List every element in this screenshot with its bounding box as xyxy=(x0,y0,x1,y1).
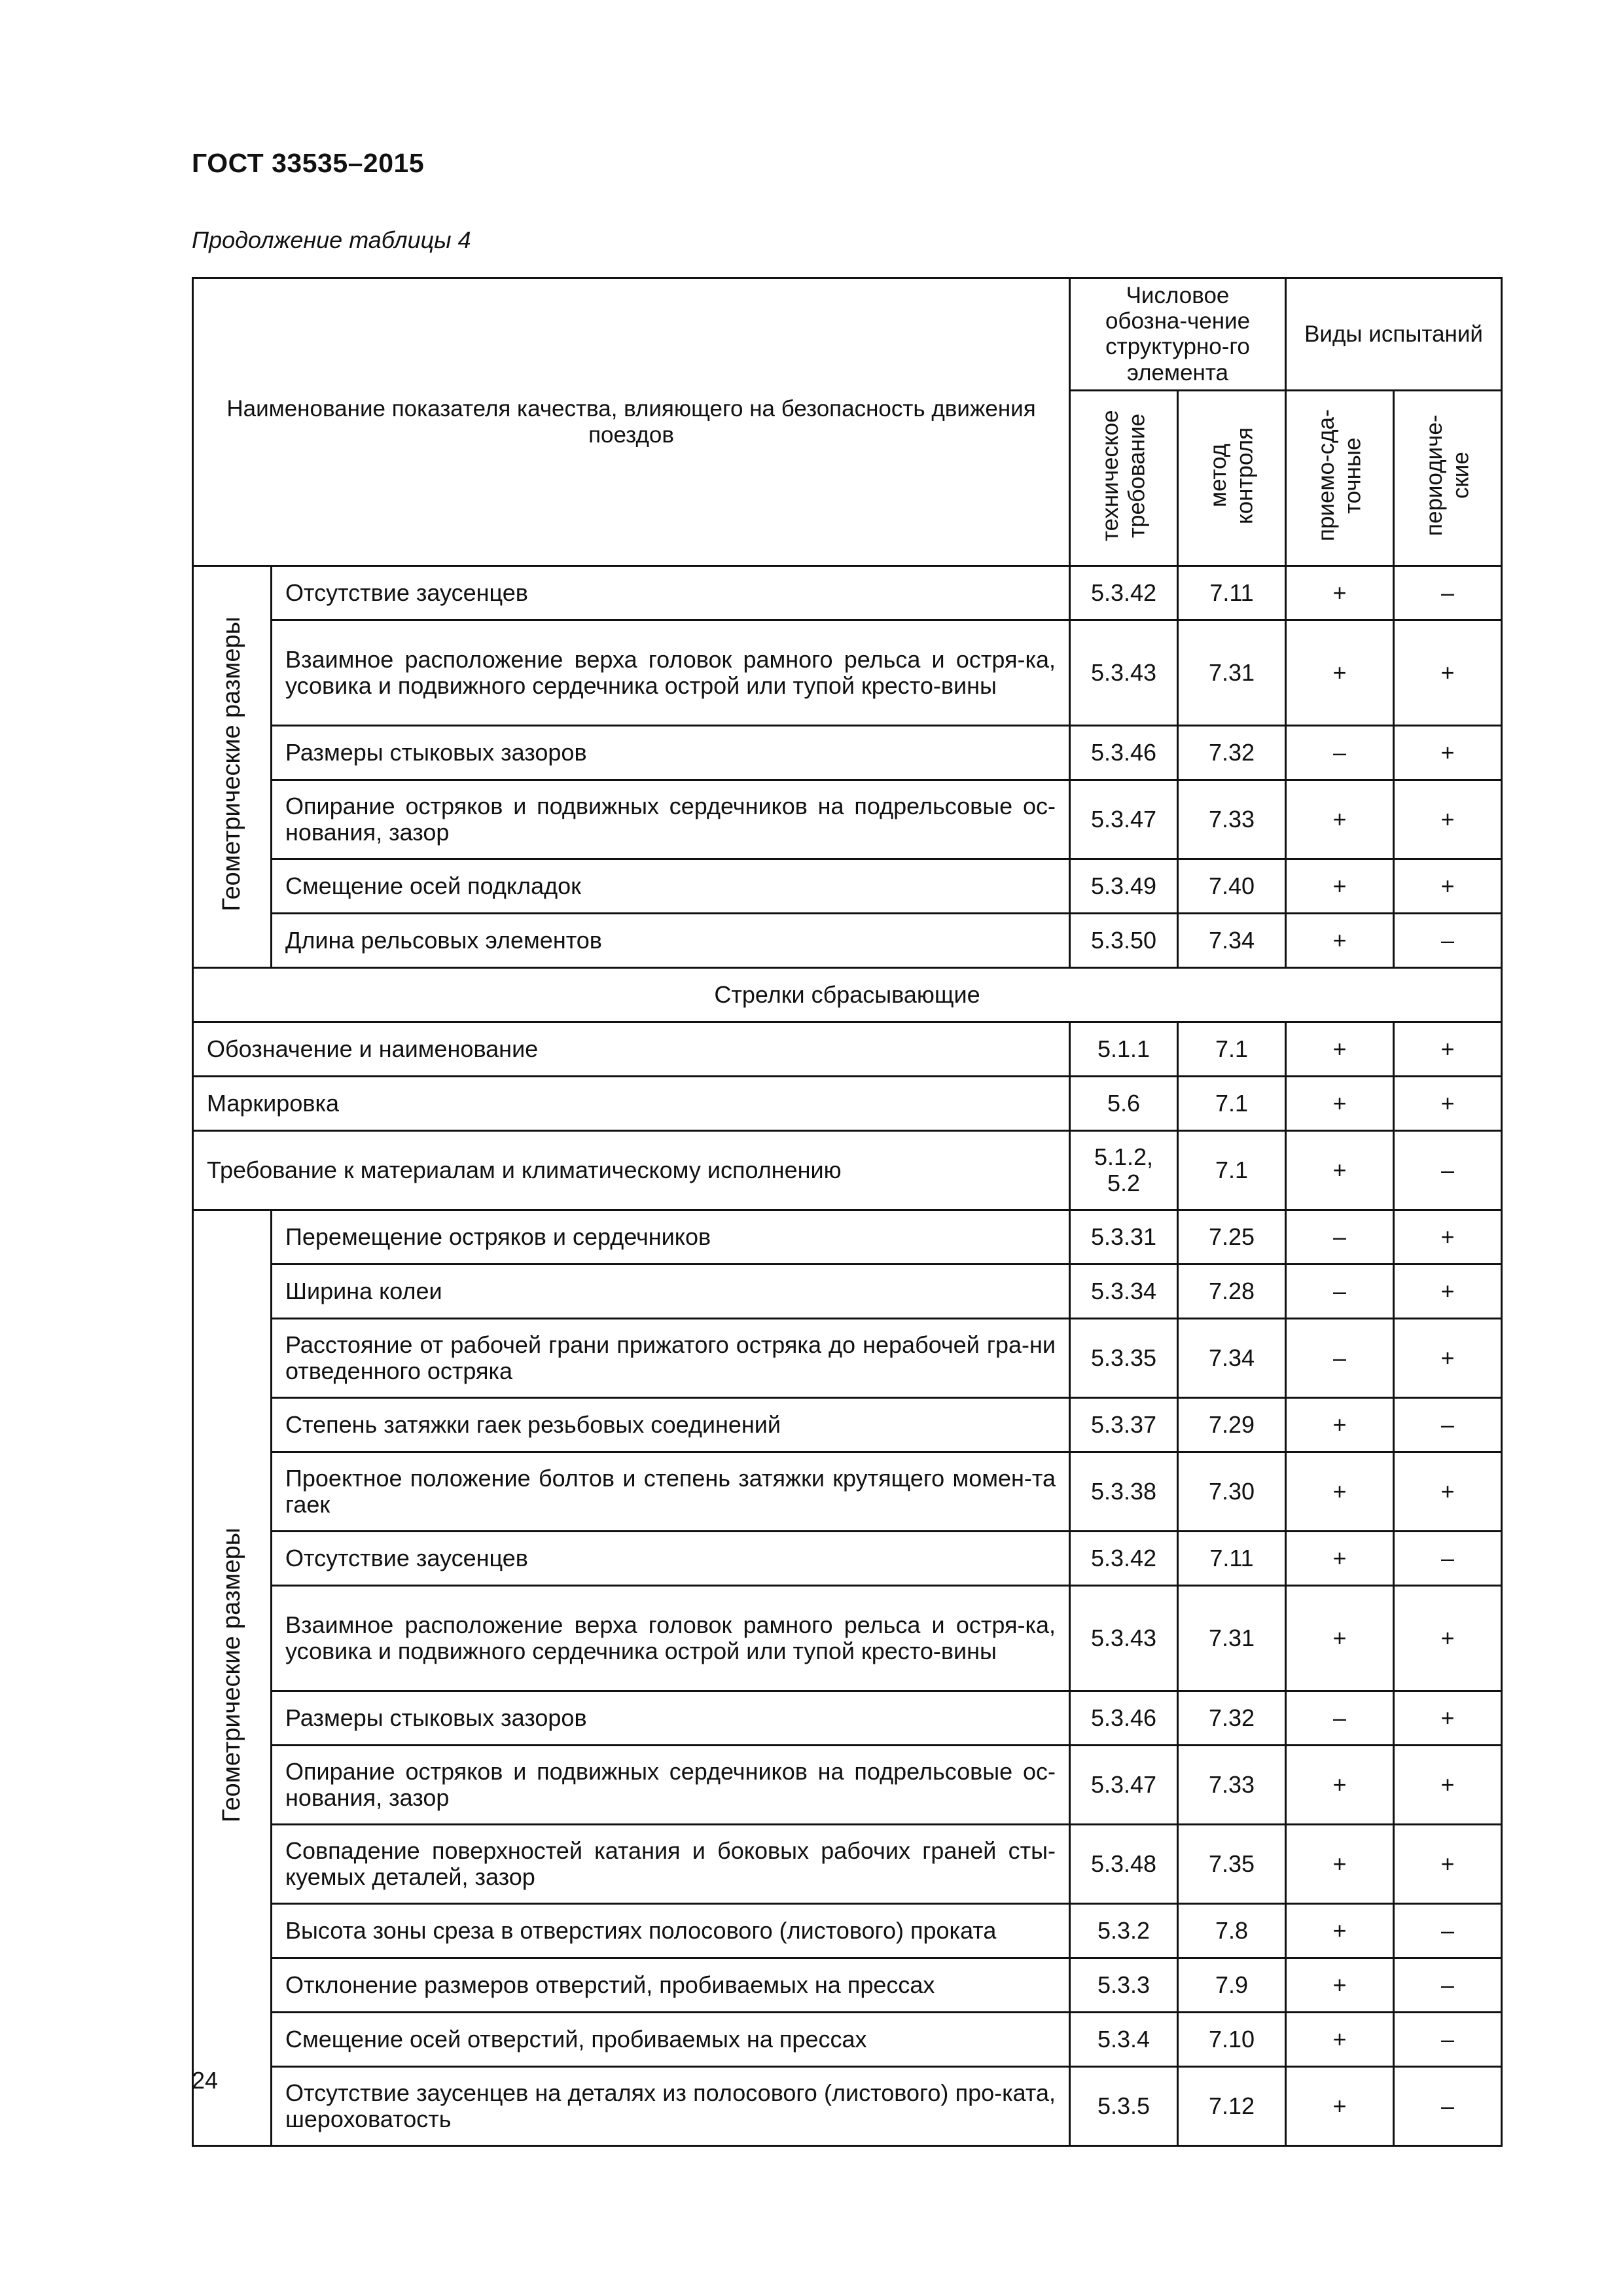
periodic-value: + xyxy=(1394,620,1502,726)
acceptance-value: + xyxy=(1286,1131,1394,1210)
tech-req-value: 5.3.46 xyxy=(1070,1691,1178,1746)
acceptance-value: – xyxy=(1286,1319,1394,1398)
indicator-name: Обозначение и наименование xyxy=(193,1022,1070,1077)
tech-req-value: 5.1.2, 5.2 xyxy=(1070,1131,1178,1210)
page-number: 24 xyxy=(192,2067,219,2094)
tech-req-value: 5.3.4 xyxy=(1070,2013,1178,2067)
header-tech-req xyxy=(1070,390,1178,565)
acceptance-value: + xyxy=(1286,2067,1394,2146)
periodic-value: + xyxy=(1394,1746,1502,1825)
indicator-name: Степень затяжки гаек резьбовых соединений xyxy=(272,1398,1070,1452)
tech-req-value: 5.3.5 xyxy=(1070,2067,1178,2146)
periodic-value: + xyxy=(1394,859,1502,914)
periodic-value: – xyxy=(1394,2013,1502,2067)
acceptance-value: – xyxy=(1286,1691,1394,1746)
table-row xyxy=(193,1746,1502,1825)
acceptance-value: + xyxy=(1286,1022,1394,1077)
tech-req-value: 5.3.50 xyxy=(1070,914,1178,968)
header-acceptance-label: приемо-сда-точные xyxy=(1313,409,1366,542)
acceptance-value: + xyxy=(1286,1958,1394,2013)
indicator-name: Размеры стыковых зазоров xyxy=(272,1691,1070,1746)
table-row xyxy=(193,1319,1502,1398)
table-row xyxy=(193,1210,1502,1265)
header-tech-req-label: техническое требование xyxy=(1097,409,1150,541)
tech-req-value: 5.3.43 xyxy=(1070,620,1178,726)
control-method-value: 7.28 xyxy=(1178,1265,1286,1319)
table-row xyxy=(193,1904,1502,1958)
acceptance-value: + xyxy=(1286,1825,1394,1904)
acceptance-value: + xyxy=(1286,1532,1394,1586)
tech-req-value: 5.3.47 xyxy=(1070,1746,1178,1825)
periodic-value: + xyxy=(1394,1210,1502,1265)
periodic-value: + xyxy=(1394,1319,1502,1398)
indicator-name: Расстояние от рабочей грани прижатого остряка до нерабочей гра-ни отведенного остряка xyxy=(272,1319,1070,1398)
indicator-name: Отсутствие заусенцев на деталях из полосового (листового) про-ката, шероховатость xyxy=(272,2067,1070,2146)
acceptance-value: – xyxy=(1286,726,1394,780)
tech-req-value: 5.3.34 xyxy=(1070,1265,1178,1319)
table-row xyxy=(193,1131,1502,1210)
table-row xyxy=(193,726,1502,780)
indicator-name: Взаимное расположение верха головок рамного рельса и остря-ка, усовика и подвижного сердечника острой или тупой кресто-вины xyxy=(272,1586,1070,1691)
control-method-value: 7.33 xyxy=(1178,780,1286,859)
header-periodic-label: периодиче-ские xyxy=(1421,414,1474,536)
control-method-value: 7.11 xyxy=(1178,566,1286,620)
control-method-value: 7.25 xyxy=(1178,1210,1286,1265)
periodic-value: – xyxy=(1394,1532,1502,1586)
indicator-name: Отсутствие заусенцев xyxy=(272,1532,1070,1586)
table-header-row xyxy=(193,278,1502,391)
tech-req-value: 5.3.46 xyxy=(1070,726,1178,780)
table-row xyxy=(193,1825,1502,1904)
acceptance-value: + xyxy=(1286,1746,1394,1825)
indicator-name: Отклонение размеров отверстий, пробиваемых на прессах xyxy=(272,1958,1070,2013)
header-control-method-label: метод контроля xyxy=(1205,427,1258,524)
control-method-value: 7.32 xyxy=(1178,726,1286,780)
control-method-value: 7.1 xyxy=(1178,1022,1286,1077)
header-periodic xyxy=(1394,390,1502,565)
quality-indicators-table xyxy=(192,277,1503,2147)
indicator-name: Размеры стыковых зазоров xyxy=(272,726,1070,780)
tech-req-value: 5.3.3 xyxy=(1070,1958,1178,2013)
table-caption: Продолжение таблицы 4 xyxy=(192,226,471,253)
control-method-value: 7.9 xyxy=(1178,1958,1286,2013)
header-acceptance xyxy=(1286,390,1394,565)
acceptance-value: + xyxy=(1286,620,1394,726)
control-method-value: 7.1 xyxy=(1178,1077,1286,1131)
indicator-name: Длина рельсовых элементов xyxy=(272,914,1070,968)
indicator-name: Перемещение остряков и сердечников xyxy=(272,1210,1070,1265)
tech-req-value: 5.3.37 xyxy=(1070,1398,1178,1452)
table-row xyxy=(193,620,1502,726)
tech-req-value: 5.3.48 xyxy=(1070,1825,1178,1904)
control-method-value: 7.31 xyxy=(1178,1586,1286,1691)
periodic-value: – xyxy=(1394,2067,1502,2146)
periodic-value: + xyxy=(1394,726,1502,780)
periodic-value: + xyxy=(1394,1691,1502,1746)
control-method-value: 7.34 xyxy=(1178,1319,1286,1398)
table-row xyxy=(193,859,1502,914)
acceptance-value: + xyxy=(1286,2013,1394,2067)
acceptance-value: + xyxy=(1286,566,1394,620)
periodic-value: + xyxy=(1394,780,1502,859)
table-row xyxy=(193,1022,1502,1077)
control-method-value: 7.29 xyxy=(1178,1398,1286,1452)
indicator-name: Смещение осей подкладок xyxy=(272,859,1070,914)
table-row xyxy=(193,2013,1502,2067)
tech-req-value: 5.3.38 xyxy=(1070,1452,1178,1532)
acceptance-value: – xyxy=(1286,1265,1394,1319)
header-name-col: Наименование показателя качества, влияющего на безопасность движения поездов xyxy=(193,278,1070,566)
control-method-value: 7.10 xyxy=(1178,2013,1286,2067)
table-row xyxy=(193,1532,1502,1586)
periodic-value: + xyxy=(1394,1077,1502,1131)
document-code: ГОСТ 33535–2015 xyxy=(192,148,425,178)
control-method-value: 7.1 xyxy=(1178,1131,1286,1210)
table-row xyxy=(193,2067,1502,2146)
group-label-text: Геометрические размеры xyxy=(218,1528,246,1823)
table-row xyxy=(193,1265,1502,1319)
indicator-name: Смещение осей отверстий, пробиваемых на прессах xyxy=(272,2013,1070,2067)
indicator-name: Требование к материалам и климатическому исполнению xyxy=(193,1131,1070,1210)
acceptance-value: + xyxy=(1286,1904,1394,1958)
tech-req-value: 5.3.49 xyxy=(1070,859,1178,914)
periodic-value: – xyxy=(1394,1398,1502,1452)
acceptance-value: + xyxy=(1286,914,1394,968)
table-row xyxy=(193,1077,1502,1131)
tech-req-value: 5.3.31 xyxy=(1070,1210,1178,1265)
acceptance-value: + xyxy=(1286,859,1394,914)
control-method-value: 7.8 xyxy=(1178,1904,1286,1958)
control-method-value: 7.40 xyxy=(1178,859,1286,914)
periodic-value: + xyxy=(1394,1022,1502,1077)
periodic-value: – xyxy=(1394,1131,1502,1210)
acceptance-value: + xyxy=(1286,1398,1394,1452)
header-tests-group: Виды испытаний xyxy=(1286,278,1502,391)
section-row xyxy=(193,968,1502,1022)
table-row xyxy=(193,566,1502,620)
tech-req-value: 5.3.35 xyxy=(1070,1319,1178,1398)
header-control-method xyxy=(1178,390,1286,565)
acceptance-value: + xyxy=(1286,1586,1394,1691)
control-method-value: 7.34 xyxy=(1178,914,1286,968)
control-method-value: 7.12 xyxy=(1178,2067,1286,2146)
indicator-name: Опирание остряков и подвижных сердечников на подрельсовые ос-нования, зазор xyxy=(272,780,1070,859)
control-method-value: 7.33 xyxy=(1178,1746,1286,1825)
tech-req-value: 5.3.47 xyxy=(1070,780,1178,859)
table-row xyxy=(193,1691,1502,1746)
tech-req-value: 5.3.42 xyxy=(1070,566,1178,620)
acceptance-value: + xyxy=(1286,1452,1394,1532)
control-method-value: 7.32 xyxy=(1178,1691,1286,1746)
indicator-name: Маркировка xyxy=(193,1077,1070,1131)
table-row xyxy=(193,1398,1502,1452)
acceptance-value: + xyxy=(1286,1077,1394,1131)
periodic-value: – xyxy=(1394,1904,1502,1958)
periodic-value: + xyxy=(1394,1452,1502,1532)
periodic-value: – xyxy=(1394,914,1502,968)
indicator-name: Совпадение поверхностей катания и боковых рабочих граней сты-куемых деталей, зазор xyxy=(272,1825,1070,1904)
indicator-name: Ширина колеи xyxy=(272,1265,1070,1319)
table-row xyxy=(193,1452,1502,1532)
indicator-name: Проектное положение болтов и степень затяжки крутящего момен-та гаек xyxy=(272,1452,1070,1532)
control-method-value: 7.31 xyxy=(1178,620,1286,726)
tech-req-value: 5.3.43 xyxy=(1070,1586,1178,1691)
control-method-value: 7.11 xyxy=(1178,1532,1286,1586)
tech-req-value: 5.1.1 xyxy=(1070,1022,1178,1077)
periodic-value: + xyxy=(1394,1586,1502,1691)
control-method-value: 7.35 xyxy=(1178,1825,1286,1904)
tech-req-value: 5.3.42 xyxy=(1070,1532,1178,1586)
periodic-value: + xyxy=(1394,1825,1502,1904)
group-label-geometric-2 xyxy=(193,1210,272,2146)
table-row xyxy=(193,1958,1502,2013)
periodic-value: – xyxy=(1394,566,1502,620)
indicator-name: Опирание остряков и подвижных сердечников на подрельсовые ос-нования, зазор xyxy=(272,1746,1070,1825)
tech-req-value: 5.3.2 xyxy=(1070,1904,1178,1958)
acceptance-value: + xyxy=(1286,780,1394,859)
group-label-geometric-1 xyxy=(193,566,272,968)
indicator-name: Отсутствие заусенцев xyxy=(272,566,1070,620)
table-row xyxy=(193,780,1502,859)
indicator-name: Высота зоны среза в отверстиях полосового (листового) проката xyxy=(272,1904,1070,1958)
group-label-text: Геометрические размеры xyxy=(218,617,246,912)
indicator-name: Взаимное расположение верха головок рамного рельса и остря-ка, усовика и подвижного сердечника острой или тупой кресто-вины xyxy=(272,620,1070,726)
table-row xyxy=(193,1586,1502,1691)
periodic-value: + xyxy=(1394,1265,1502,1319)
section-title: Стрелки сбрасывающие xyxy=(193,968,1502,1022)
control-method-value: 7.30 xyxy=(1178,1452,1286,1532)
header-numeric-group: Числовое обозна-чение структурно-го элемента xyxy=(1070,278,1286,391)
periodic-value: – xyxy=(1394,1958,1502,2013)
table-row xyxy=(193,914,1502,968)
acceptance-value: – xyxy=(1286,1210,1394,1265)
tech-req-value: 5.6 xyxy=(1070,1077,1178,1131)
